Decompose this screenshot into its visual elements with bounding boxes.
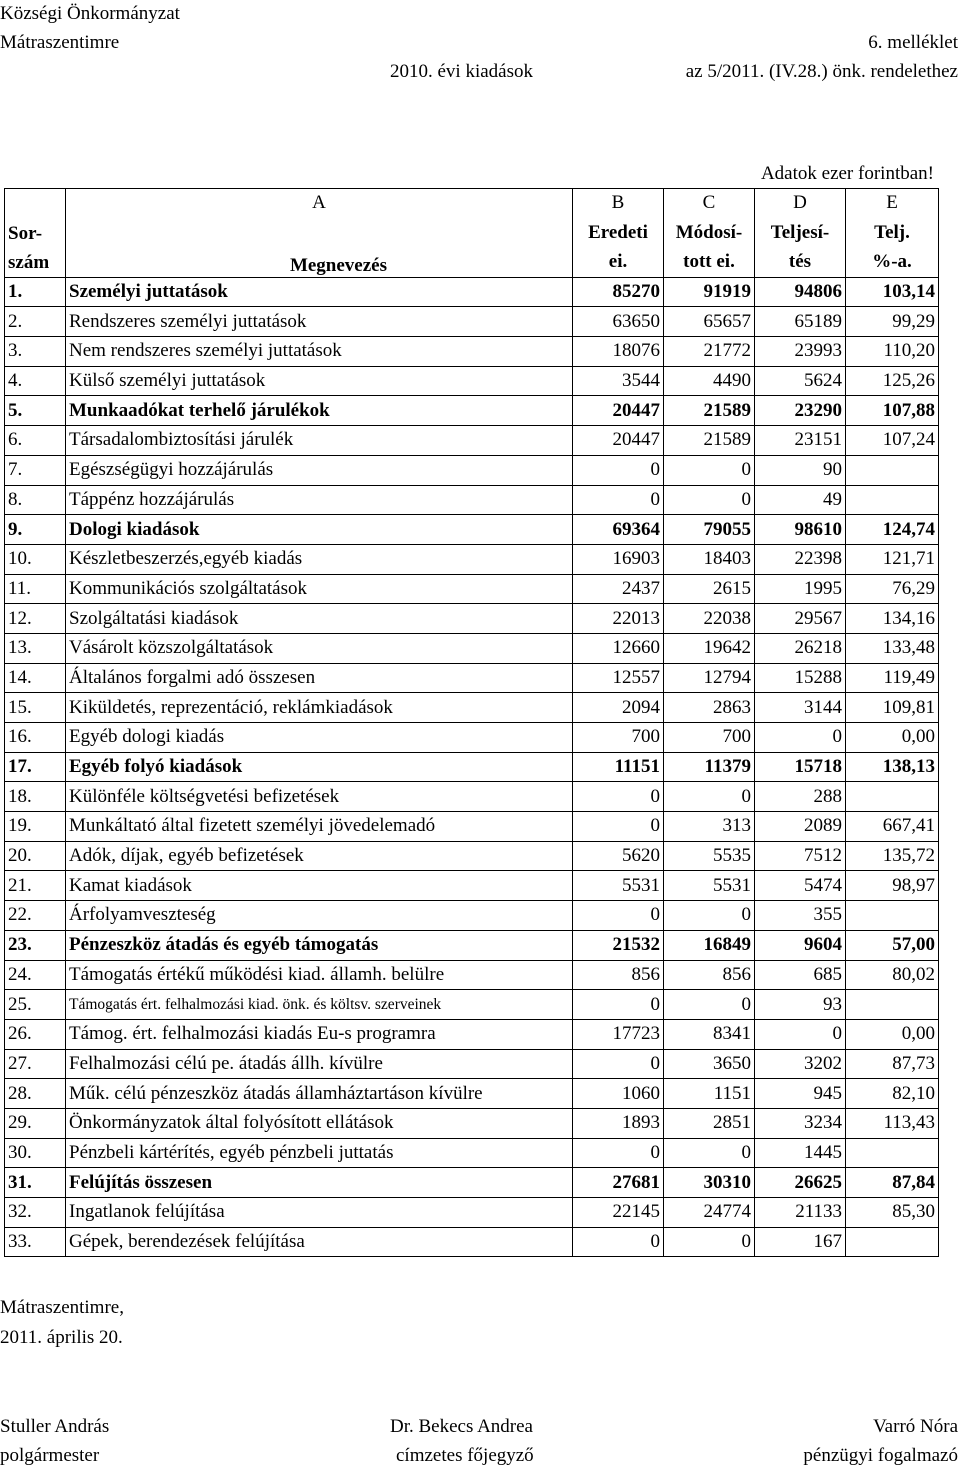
row-actual: 1445 [755, 1138, 846, 1168]
row-modified-budget: 79055 [664, 515, 755, 545]
row-actual: 3144 [755, 693, 846, 723]
table-row [5, 1198, 939, 1228]
row-number: 7. [5, 455, 66, 485]
row-number: 21. [5, 871, 66, 901]
table-row [5, 544, 939, 574]
row-name: Vásárolt közszolgáltatások [66, 633, 573, 663]
row-number: 18. [5, 782, 66, 812]
row-actual: 23151 [755, 426, 846, 456]
table-row [5, 1138, 939, 1168]
signature-mayor-name: Stuller András [0, 1416, 110, 1437]
row-number: 17. [5, 752, 66, 782]
table-row [5, 723, 939, 753]
row-actual: 1995 [755, 574, 846, 604]
row-number: 10. [5, 544, 66, 574]
row-percent: 113,43 [846, 1108, 939, 1138]
row-original-budget: 0 [573, 812, 664, 842]
row-name: Támog. ért. felhalmozási kiadás Eu-s programra [66, 1019, 573, 1049]
row-name: Pénzbeli kártérítés, egyéb pénzbeli juttatás [66, 1138, 573, 1168]
row-percent: 110,20 [846, 337, 939, 367]
row-name: Általános forgalmi adó összesen [66, 663, 573, 693]
row-actual: 23993 [755, 337, 846, 367]
row-name: Felhalmozási célú pe. átadás állh. kívülre [66, 1049, 573, 1079]
row-number: 28. [5, 1079, 66, 1109]
row-number: 26. [5, 1019, 66, 1049]
row-actual: 26625 [755, 1168, 846, 1198]
table-row [5, 307, 939, 337]
row-actual: 65189 [755, 307, 846, 337]
row-number: 33. [5, 1227, 66, 1257]
row-name: Egyéb dologi kiadás [66, 723, 573, 753]
row-original-budget: 1060 [573, 1079, 664, 1109]
row-original-budget: 5620 [573, 841, 664, 871]
row-original-budget: 856 [573, 960, 664, 990]
org-town: Mátraszentimre [0, 32, 120, 53]
row-number: 2. [5, 307, 66, 337]
row-number: 22. [5, 901, 66, 931]
signature-notary-name: Dr. Bekecs Andrea [390, 1416, 533, 1437]
row-name: Kamat kiadások [66, 871, 573, 901]
row-number: 11. [5, 574, 66, 604]
row-number: 9. [5, 515, 66, 545]
row-number: 24. [5, 960, 66, 990]
row-modified-budget: 8341 [664, 1019, 755, 1049]
row-percent: 119,49 [846, 663, 939, 693]
table-row [5, 396, 939, 426]
row-modified-budget: 11379 [664, 752, 755, 782]
row-original-budget: 69364 [573, 515, 664, 545]
row-name: Személyi juttatások [66, 277, 573, 307]
row-modified-budget: 21589 [664, 426, 755, 456]
row-percent: 87,73 [846, 1049, 939, 1079]
row-percent [846, 1227, 939, 1257]
expenditure-table [4, 188, 939, 1257]
row-percent: 667,41 [846, 812, 939, 842]
annex-label: 6. melléklet [868, 32, 958, 53]
row-name: Támogatás értékű működési kiad. államh. belülre [66, 960, 573, 990]
row-actual: 5624 [755, 366, 846, 396]
row-actual: 9604 [755, 930, 846, 960]
table-row [5, 1019, 939, 1049]
row-actual: 26218 [755, 633, 846, 663]
table-row [5, 455, 939, 485]
signature-mayor-title: polgármester [0, 1445, 100, 1466]
row-number: 13. [5, 633, 66, 663]
table-row [5, 752, 939, 782]
row-percent: 98,97 [846, 871, 939, 901]
row-actual: 5474 [755, 871, 846, 901]
table-row [5, 633, 939, 663]
row-name: Munkaadókat terhelő járulékok [66, 396, 573, 426]
col-letter-c: C [664, 189, 755, 218]
row-percent [846, 485, 939, 515]
table-row [5, 812, 939, 842]
table-row [5, 515, 939, 545]
row-percent: 138,13 [846, 752, 939, 782]
row-name: Adók, díjak, egyéb befizetések [66, 841, 573, 871]
document-subtitle: 2010. évi kiadások [390, 61, 534, 82]
row-percent: 125,26 [846, 366, 939, 396]
row-modified-budget: 16849 [664, 930, 755, 960]
row-number: 31. [5, 1168, 66, 1198]
row-modified-budget: 2863 [664, 693, 755, 723]
row-percent: 135,72 [846, 841, 939, 871]
row-number: 14. [5, 663, 66, 693]
row-modified-budget: 313 [664, 812, 755, 842]
row-original-budget: 5531 [573, 871, 664, 901]
row-actual: 355 [755, 901, 846, 931]
row-actual: 90 [755, 455, 846, 485]
row-name: Külső személyi juttatások [66, 366, 573, 396]
row-actual: 288 [755, 782, 846, 812]
row-original-budget: 1893 [573, 1108, 664, 1138]
row-number: 3. [5, 337, 66, 367]
table-row [5, 1079, 939, 1109]
row-modified-budget: 2615 [664, 574, 755, 604]
row-number: 19. [5, 812, 66, 842]
row-original-budget: 700 [573, 723, 664, 753]
table-row [5, 990, 939, 1020]
row-percent: 121,71 [846, 544, 939, 574]
row-original-budget: 0 [573, 782, 664, 812]
row-original-budget: 17723 [573, 1019, 664, 1049]
row-percent: 109,81 [846, 693, 939, 723]
row-modified-budget: 22038 [664, 604, 755, 634]
row-original-budget: 12660 [573, 633, 664, 663]
col-letter-a: A [66, 189, 573, 218]
footer-place: Mátraszentimre, [0, 1297, 124, 1318]
row-modified-budget: 0 [664, 782, 755, 812]
row-original-budget: 2437 [573, 574, 664, 604]
table-row [5, 871, 939, 901]
row-name: Kommunikációs szolgáltatások [66, 574, 573, 604]
row-actual: 3202 [755, 1049, 846, 1079]
table-row [5, 1168, 939, 1198]
row-percent [846, 990, 939, 1020]
row-name: Ingatlanok felújítása [66, 1198, 573, 1228]
row-name: Egyéb folyó kiadások [66, 752, 573, 782]
row-modified-budget: 18403 [664, 544, 755, 574]
row-actual: 0 [755, 723, 846, 753]
row-name: Dologi kiadások [66, 515, 573, 545]
row-percent: 87,84 [846, 1168, 939, 1198]
row-percent: 0,00 [846, 723, 939, 753]
signature-notary-title: címzetes főjegyző [396, 1445, 534, 1466]
row-original-budget: 2094 [573, 693, 664, 723]
row-modified-budget: 19642 [664, 633, 755, 663]
row-name: Kiküldetés, reprezentáció, reklámkiadások [66, 693, 573, 723]
row-actual: 2089 [755, 812, 846, 842]
row-percent [846, 901, 939, 931]
row-number: 23. [5, 930, 66, 960]
table-row [5, 1227, 939, 1257]
row-name: Műk. célú pénzeszköz átadás államháztartáson kívülre [66, 1079, 573, 1109]
row-number: 20. [5, 841, 66, 871]
regulation-reference: az 5/2011. (IV.28.) önk. rendelethez [685, 61, 958, 82]
row-name: Készletbeszerzés,egyéb kiadás [66, 544, 573, 574]
row-number: 4. [5, 366, 66, 396]
row-percent: 107,88 [846, 396, 939, 426]
row-name: Pénzeszköz átadás és egyéb támogatás [66, 930, 573, 960]
col-letter-b: B [573, 189, 664, 218]
row-name: Munkáltató által fizetett személyi jövedelemadó [66, 812, 573, 842]
table-row [5, 574, 939, 604]
row-number: 16. [5, 723, 66, 753]
row-modified-budget: 91919 [664, 277, 755, 307]
col-letter-d: D [755, 189, 846, 218]
header-megnevezes: Megnevezés [66, 218, 573, 278]
row-modified-budget: 30310 [664, 1168, 755, 1198]
row-original-budget: 0 [573, 1227, 664, 1257]
row-modified-budget: 21772 [664, 337, 755, 367]
row-modified-budget: 0 [664, 990, 755, 1020]
header-eredeti: Eredeti ei. [573, 218, 664, 278]
header-sorszam: Sor- szám [5, 218, 66, 278]
row-original-budget: 0 [573, 1049, 664, 1079]
table-row [5, 930, 939, 960]
row-original-budget: 22013 [573, 604, 664, 634]
row-number: 25. [5, 990, 66, 1020]
row-modified-budget: 5535 [664, 841, 755, 871]
row-original-budget: 0 [573, 485, 664, 515]
header-telj-szazalek: Telj. %-a. [846, 218, 939, 278]
row-actual: 945 [755, 1079, 846, 1109]
row-number: 8. [5, 485, 66, 515]
row-actual: 7512 [755, 841, 846, 871]
row-percent: 133,48 [846, 633, 939, 663]
row-percent: 103,14 [846, 277, 939, 307]
table-row [5, 1108, 939, 1138]
row-modified-budget: 65657 [664, 307, 755, 337]
row-percent: 124,74 [846, 515, 939, 545]
table-row [5, 841, 939, 871]
row-percent: 0,00 [846, 1019, 939, 1049]
row-original-budget: 22145 [573, 1198, 664, 1228]
table-row [5, 901, 939, 931]
table-row [5, 426, 939, 456]
row-name: Gépek, berendezések felújítása [66, 1227, 573, 1257]
row-original-budget: 0 [573, 455, 664, 485]
row-original-budget: 11151 [573, 752, 664, 782]
row-actual: 685 [755, 960, 846, 990]
row-percent: 76,29 [846, 574, 939, 604]
row-percent: 80,02 [846, 960, 939, 990]
row-actual: 15718 [755, 752, 846, 782]
row-name: Támogatás ért. felhalmozási kiad. önk. és költsv. szerveinek [66, 990, 573, 1020]
row-percent: 134,16 [846, 604, 939, 634]
row-actual: 23290 [755, 396, 846, 426]
row-number: 12. [5, 604, 66, 634]
table-row [5, 960, 939, 990]
row-name: Szolgáltatási kiadások [66, 604, 573, 634]
row-original-budget: 63650 [573, 307, 664, 337]
row-original-budget: 20447 [573, 426, 664, 456]
row-name: Önkormányzatok által folyósított ellátások [66, 1108, 573, 1138]
row-modified-budget: 0 [664, 901, 755, 931]
row-actual: 22398 [755, 544, 846, 574]
col-letter-e: E [846, 189, 939, 218]
row-original-budget: 20447 [573, 396, 664, 426]
row-percent: 85,30 [846, 1198, 939, 1228]
table-row [5, 604, 939, 634]
row-modified-budget: 21589 [664, 396, 755, 426]
row-percent: 57,00 [846, 930, 939, 960]
table-row [5, 277, 939, 307]
footer-date: 2011. április 20. [0, 1327, 123, 1348]
row-modified-budget: 700 [664, 723, 755, 753]
row-number: 1. [5, 277, 66, 307]
row-original-budget: 18076 [573, 337, 664, 367]
header-modositott: Módosí- tott ei. [664, 218, 755, 278]
row-modified-budget: 0 [664, 1138, 755, 1168]
row-number: 32. [5, 1198, 66, 1228]
row-modified-budget: 0 [664, 485, 755, 515]
table-row [5, 663, 939, 693]
table-row [5, 1049, 939, 1079]
row-modified-budget: 4490 [664, 366, 755, 396]
row-percent: 82,10 [846, 1079, 939, 1109]
row-modified-budget: 0 [664, 1227, 755, 1257]
table-row [5, 485, 939, 515]
row-percent [846, 1138, 939, 1168]
row-modified-budget: 2851 [664, 1108, 755, 1138]
row-number: 27. [5, 1049, 66, 1079]
row-name: Társadalombiztosítási járulék [66, 426, 573, 456]
row-actual: 167 [755, 1227, 846, 1257]
row-actual: 29567 [755, 604, 846, 634]
row-name: Árfolyamveszteség [66, 901, 573, 931]
row-actual: 94806 [755, 277, 846, 307]
row-modified-budget: 0 [664, 455, 755, 485]
row-original-budget: 27681 [573, 1168, 664, 1198]
row-original-budget: 12557 [573, 663, 664, 693]
header-teljesites: Teljesí- tés [755, 218, 846, 278]
signature-finance-title: pénzügyi fogalmazó [803, 1445, 958, 1466]
row-original-budget: 16903 [573, 544, 664, 574]
table-row [5, 782, 939, 812]
row-actual: 98610 [755, 515, 846, 545]
row-modified-budget: 856 [664, 960, 755, 990]
row-name: Felújítás összesen [66, 1168, 573, 1198]
row-percent: 99,29 [846, 307, 939, 337]
row-name: Egészségügyi hozzájárulás [66, 455, 573, 485]
row-original-budget: 0 [573, 901, 664, 931]
row-modified-budget: 3650 [664, 1049, 755, 1079]
row-number: 29. [5, 1108, 66, 1138]
row-number: 15. [5, 693, 66, 723]
header-row [5, 218, 939, 278]
org-name: Községi Önkormányzat [0, 3, 180, 24]
row-actual: 15288 [755, 663, 846, 693]
row-original-budget: 0 [573, 1138, 664, 1168]
row-modified-budget: 24774 [664, 1198, 755, 1228]
row-number: 6. [5, 426, 66, 456]
row-original-budget: 3544 [573, 366, 664, 396]
row-actual: 0 [755, 1019, 846, 1049]
row-original-budget: 85270 [573, 277, 664, 307]
row-name: Különféle költségvetési befizetések [66, 782, 573, 812]
signature-finance-name: Varró Nóra [873, 1416, 958, 1437]
unit-note: Adatok ezer forintban! [760, 163, 934, 184]
row-actual: 21133 [755, 1198, 846, 1228]
row-modified-budget: 5531 [664, 871, 755, 901]
row-number: 30. [5, 1138, 66, 1168]
row-original-budget: 21532 [573, 930, 664, 960]
row-actual: 93 [755, 990, 846, 1020]
table-row [5, 693, 939, 723]
column-letter-row [5, 189, 939, 218]
row-name: Rendszeres személyi juttatások [66, 307, 573, 337]
row-modified-budget: 1151 [664, 1079, 755, 1109]
table-row [5, 366, 939, 396]
row-modified-budget: 12794 [664, 663, 755, 693]
table-row [5, 337, 939, 367]
row-actual: 49 [755, 485, 846, 515]
row-percent [846, 455, 939, 485]
row-original-budget: 0 [573, 990, 664, 1020]
row-number: 5. [5, 396, 66, 426]
row-name: Táppénz hozzájárulás [66, 485, 573, 515]
row-percent: 107,24 [846, 426, 939, 456]
row-actual: 3234 [755, 1108, 846, 1138]
row-name: Nem rendszeres személyi juttatások [66, 337, 573, 367]
row-percent [846, 782, 939, 812]
